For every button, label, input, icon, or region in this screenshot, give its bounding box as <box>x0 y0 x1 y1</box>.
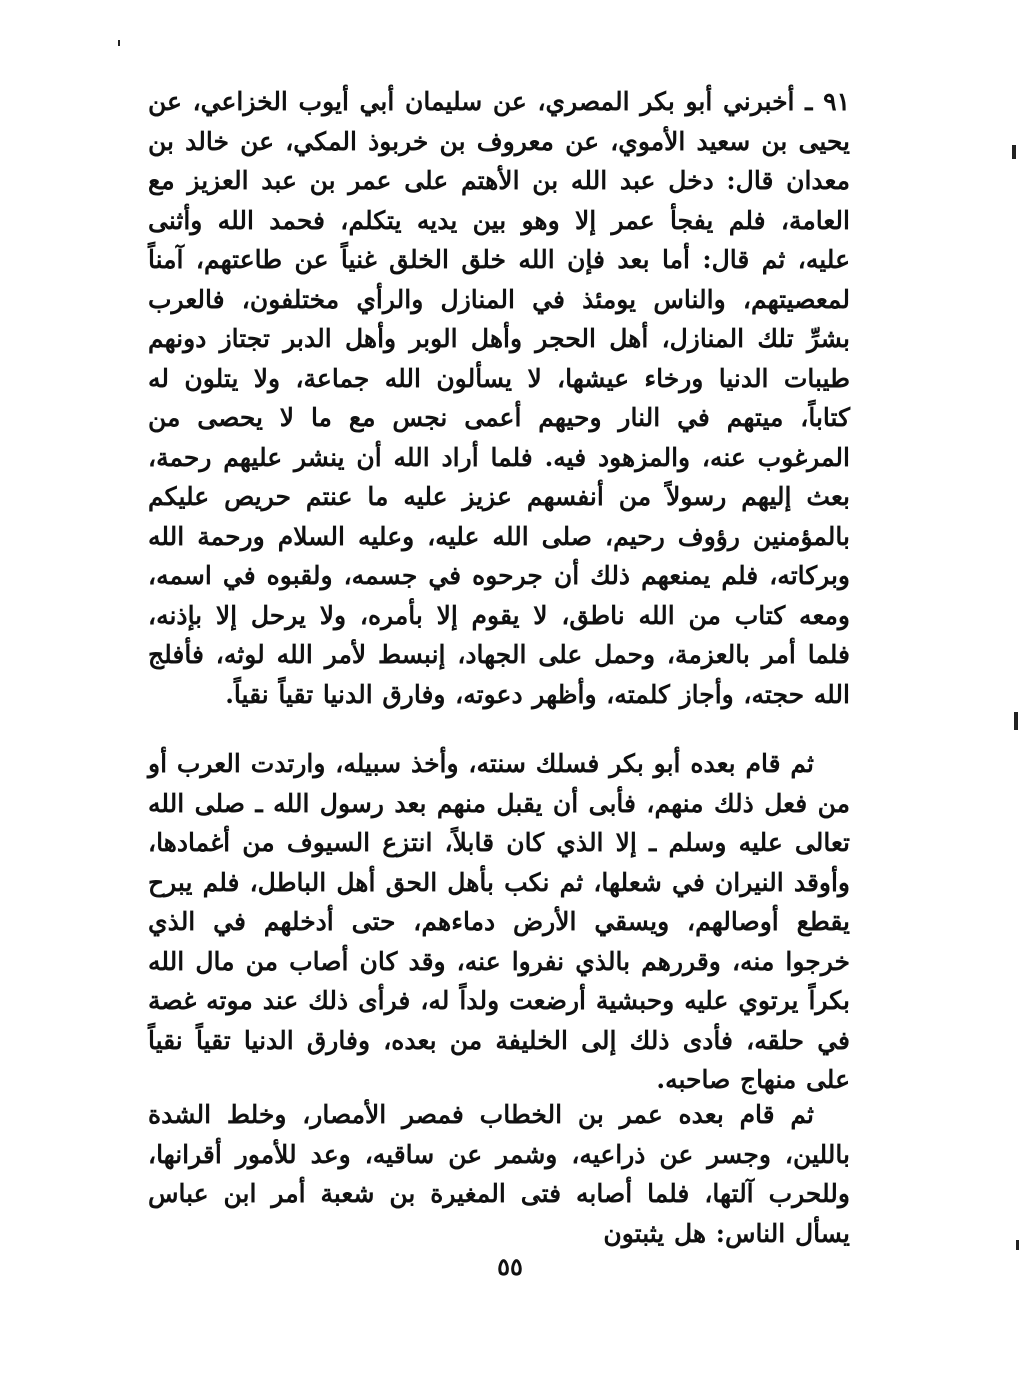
scan-edge-mark <box>1012 145 1016 159</box>
scan-edge-mark <box>1016 1240 1019 1250</box>
paragraph-umar <box>148 1095 850 1253</box>
page-number: ٥٥ <box>497 1252 523 1281</box>
scan-edge-mark <box>118 40 120 46</box>
scan-edge-mark <box>1014 712 1018 730</box>
paragraph-abu-bakr <box>148 744 850 1100</box>
paragraph-hadith-91 <box>148 82 850 714</box>
paragraph-text: ثم قام بعده عمر بن الخطاب فمصر الأمصار، وخلط الشدة باللين، وجسر عن ذراعيه، وشمر عن ساقيه، وعد للأمور أقرانها، وللحرب آلتها، فلما أصابه فتى المغيرة بن شعبة أمر ابن عباس يسأل الناس: هل يثبتون <box>148 1100 850 1248</box>
paragraph-text: ثم قام بعده أبو بكر فسلك سنته، وأخذ سبيله، وارتدت العرب أو من فعل ذلك منهم، فأبى أن يقبل منهم بعد رسول الله ـ صلى الله تعالى عليه وسلم ـ إلا الذي كان قابلاً، انتزع السيوف من أغمادها، وأوقد النيران في شعلها، ثم نكب بأهل الحق أهل الباطل، فلم يبرح يقطع أوصالهم، ويسقي الأرض دماءهم، حتى أدخلهم في الذي خرجوا منه، وقررهم بالذي نفروا عنه، وقد كان أصاب من مال الله بكراً يرتوي عليه وحبشية أرضعت ولداً له، فرأى ذلك عند موته غصة في حلقه، فأدى ذلك إلى الخليفة من بعده، وفارق الدنيا تقياً نقياً على منهاج صاحبه. <box>148 749 850 1094</box>
paragraph-text: ٩١ ـ أخبرني أبو بكر المصري، عن سليمان أبي أيوب الخزاعي، عن يحيى بن سعيد الأموي، عن معروف بن خربوذ المكي، عن خالد بن معدان قال: دخل عبد الله بن الأهتم على عمر بن عبد العزيز مع العامة، فلم يفجأ عمر إلا وهو بين يديه يتكلم، فحمد الله وأثنى عليه، ثم قال: أما بعد فإن الله خلق الخلق غنياً عن طاعتهم، آمناً لمعصيتهم، والناس يومئذ في المنازل والرأي مختلفون، فالعرب بشرِّ تلك المنازل، أهل الحجر وأهل الوبر وأهل الدبر تجتاز دونهم طيبات الدنيا ورخاء عيشها، لا يسألون الله جماعة، ولا يتلون له كتاباً، ميتهم في النار وحيهم أعمى نجس مع ما لا يحصى من المرغوب عنه، والمزهود فيه. فلما أراد الله أن ينشر عليهم رحمة، بعث إليهم رسولاً من أنفسهم عزيز عليه ما عنتم حريص عليكم بالمؤمنين رؤوف رحيم، صلى الله عليه، وعليه السلام ورحمة الله وبركاته، فلم يمنعهم ذلك أن جرحوه في جسمه، ولقبوه في اسمه، ومعه كتاب من الله ناطق، لا يقوم إلا بأمره، ولا يرحل إلا بإذنه، فلما أمر بالعزمة، وحمل على الجهاد، إنبسط لأمر الله لوثه، فأفلج الله حجته، وأجاز كلمته، وأظهر دعوته، وفارق الدنيا تقياً نقياً. <box>148 87 850 709</box>
